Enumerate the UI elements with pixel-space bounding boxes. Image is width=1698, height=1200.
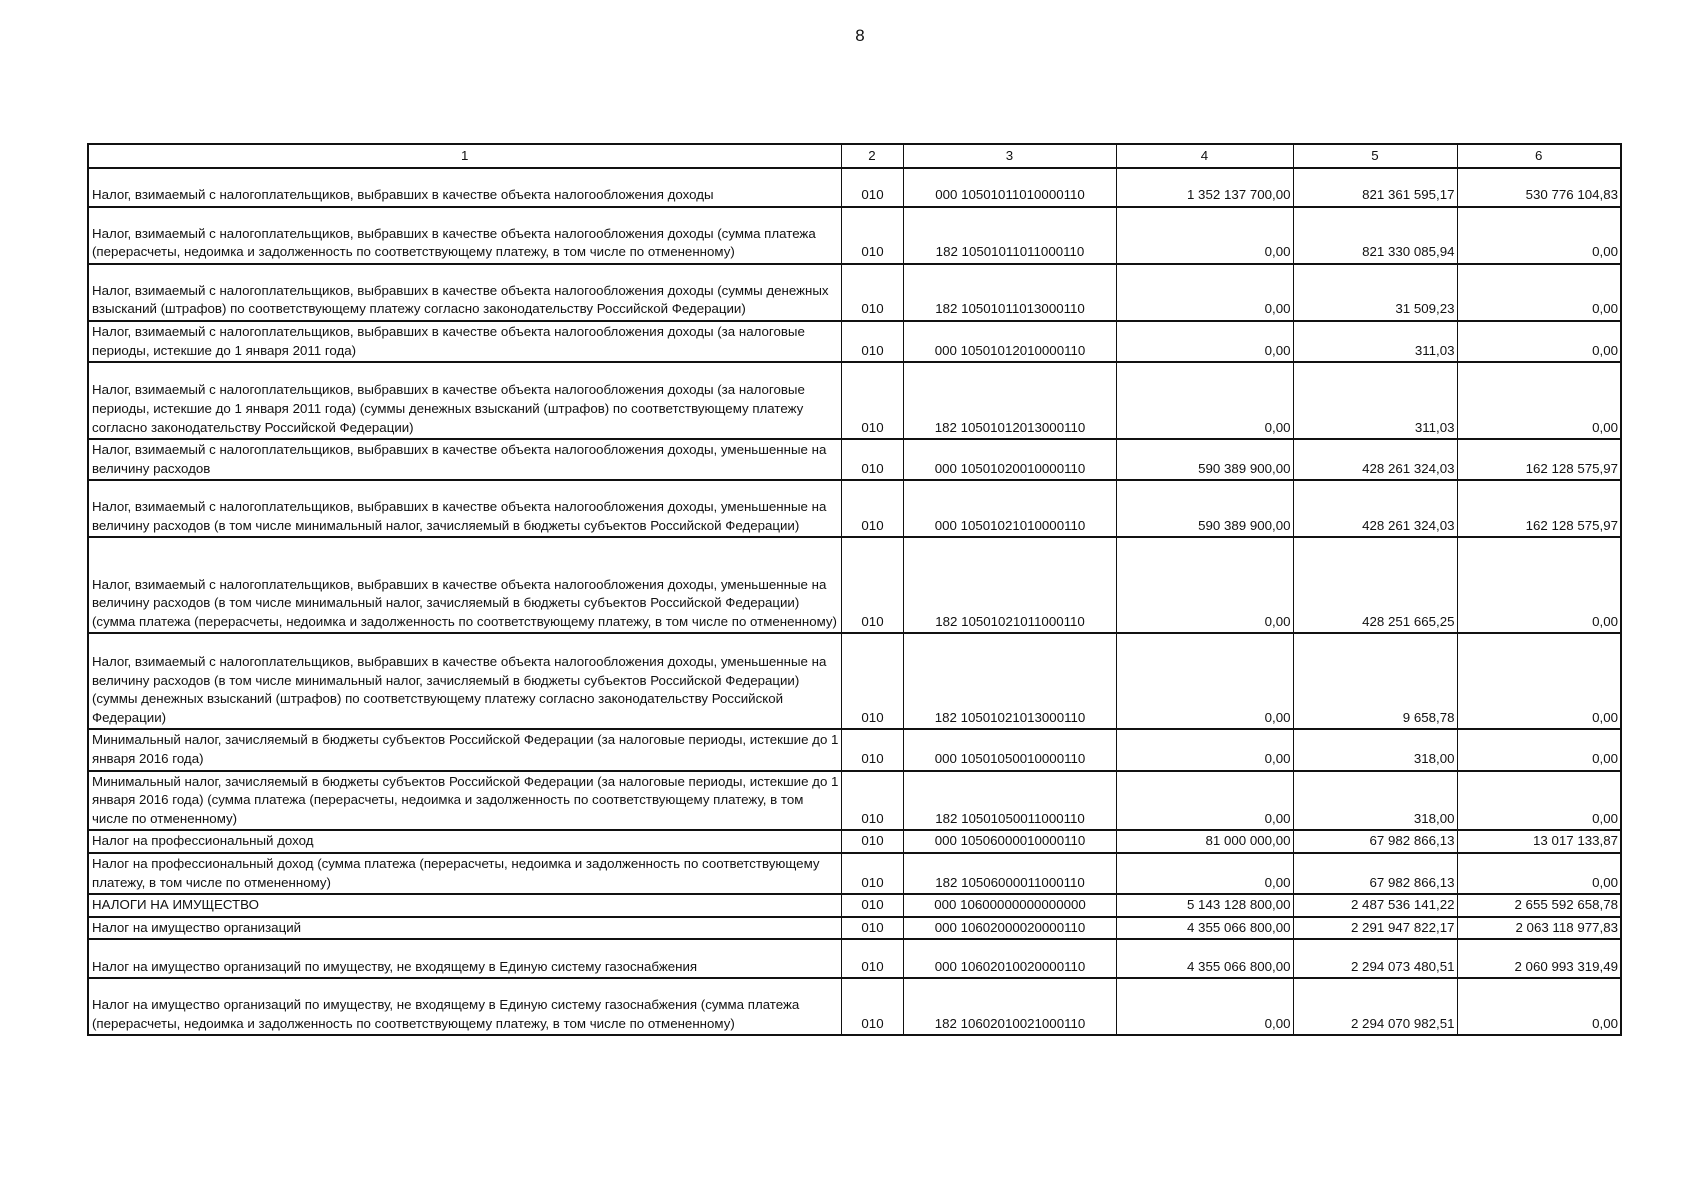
row-code-cell: 010 [841, 264, 903, 321]
table-row [88, 729, 1621, 770]
row-code-cell: 010 [841, 917, 903, 940]
row-name-cell: Минимальный налог, зачисляемый в бюджеты субъектов Российской Федерации (за налоговые периоды, истекшие до 1 января 2016 года) (сумма платежа (перерасчеты, недоимка и задолженность по соответствующему платежу, в том числе по отмененному) [88, 771, 841, 831]
row-value-col4-cell: 0,00 [1116, 771, 1293, 831]
row-kbk-cell: 000 10506000010000110 [903, 830, 1116, 853]
row-value-col6-cell: 0,00 [1457, 537, 1621, 633]
row-kbk-cell: 000 10501011010000110 [903, 168, 1116, 207]
row-value-col5-cell: 318,00 [1293, 771, 1457, 831]
row-value-col5-cell: 318,00 [1293, 729, 1457, 770]
row-value-col6-cell: 0,00 [1457, 729, 1621, 770]
row-value-col5-cell: 2 291 947 822,17 [1293, 917, 1457, 940]
row-value-col4-cell: 590 389 900,00 [1116, 480, 1293, 537]
row-kbk-cell: 182 10501050011000110 [903, 771, 1116, 831]
row-kbk-cell: 000 10600000000000000 [903, 894, 1116, 917]
row-value-col4-cell: 0,00 [1116, 537, 1293, 633]
row-name-cell: Минимальный налог, зачисляемый в бюджеты субъектов Российской Федерации (за налоговые периоды, истекшие до 1 января 2016 года) [88, 729, 841, 770]
row-kbk-cell: 000 10501021010000110 [903, 480, 1116, 537]
row-kbk-cell: 182 10501011013000110 [903, 264, 1116, 321]
row-value-col4-cell: 0,00 [1116, 729, 1293, 770]
row-name-cell: Налог, взимаемый с налогоплательщиков, выбравших в качестве объекта налогообложения доходы (сумма платежа (перерасчеты, недоимка и задолженность по соответствующему платежу, в том числе по отмененному) [88, 207, 841, 264]
row-value-col5-cell: 67 982 866,13 [1293, 853, 1457, 894]
row-name-cell: Налог, взимаемый с налогоплательщиков, выбравших в качестве объекта налогообложения доходы, уменьшенные на величину расходов [88, 439, 841, 480]
table-row [88, 853, 1621, 894]
row-code-cell: 010 [841, 830, 903, 853]
row-value-col6-cell: 13 017 133,87 [1457, 830, 1621, 853]
row-code-cell: 010 [841, 978, 903, 1035]
row-value-col4-cell: 4 355 066 800,00 [1116, 917, 1293, 940]
row-value-col6-cell: 162 128 575,97 [1457, 480, 1621, 537]
row-value-col5-cell: 2 487 536 141,22 [1293, 894, 1457, 917]
table-row [88, 480, 1621, 537]
row-kbk-cell: 182 10602010021000110 [903, 978, 1116, 1035]
row-value-col6-cell: 0,00 [1457, 362, 1621, 439]
row-name-cell: Налог на имущество организаций [88, 917, 841, 940]
row-name-cell: Налог, взимаемый с налогоплательщиков, выбравших в качестве объекта налогообложения доходы, уменьшенные на величину расходов (в том числе минимальный налог, зачисляемый в бюджеты субъектов Российской Федерации) [88, 480, 841, 537]
table-row [88, 939, 1621, 978]
row-kbk-cell: 000 10501050010000110 [903, 729, 1116, 770]
table-row [88, 537, 1621, 633]
row-value-col5-cell: 9 658,78 [1293, 633, 1457, 729]
row-value-col4-cell: 0,00 [1116, 633, 1293, 729]
row-name-cell: Налог, взимаемый с налогоплательщиков, выбравших в качестве объекта налогообложения доходы (за налоговые периоды, истекшие до 1 января 2011 года) (суммы денежных взысканий (штрафов) по соответствующему платежу согласно законодательству Российской Федерации) [88, 362, 841, 439]
table-row [88, 168, 1621, 207]
table-row [88, 439, 1621, 480]
column-header-6: 6 [1457, 144, 1621, 168]
row-value-col5-cell: 311,03 [1293, 362, 1457, 439]
row-value-col6-cell: 0,00 [1457, 771, 1621, 831]
row-value-col5-cell: 67 982 866,13 [1293, 830, 1457, 853]
column-header-5: 5 [1293, 144, 1457, 168]
row-value-col6-cell: 162 128 575,97 [1457, 439, 1621, 480]
table-row [88, 633, 1621, 729]
row-value-col5-cell: 428 251 665,25 [1293, 537, 1457, 633]
row-value-col5-cell: 311,03 [1293, 321, 1457, 362]
table-row [88, 207, 1621, 264]
row-code-cell: 010 [841, 633, 903, 729]
table-row [88, 321, 1621, 362]
table-row [88, 917, 1621, 940]
row-value-col5-cell: 821 330 085,94 [1293, 207, 1457, 264]
row-kbk-cell: 000 10501020010000110 [903, 439, 1116, 480]
row-code-cell: 010 [841, 168, 903, 207]
table-row [88, 771, 1621, 831]
row-value-col5-cell: 428 261 324,03 [1293, 439, 1457, 480]
row-name-cell: Налог, взимаемый с налогоплательщиков, выбравших в качестве объекта налогообложения доходы [88, 168, 841, 207]
row-code-cell: 010 [841, 537, 903, 633]
table-row [88, 830, 1621, 853]
row-value-col4-cell: 0,00 [1116, 853, 1293, 894]
row-value-col5-cell: 2 294 070 982,51 [1293, 978, 1457, 1035]
row-value-col5-cell: 31 509,23 [1293, 264, 1457, 321]
row-value-col5-cell: 428 261 324,03 [1293, 480, 1457, 537]
row-value-col4-cell: 1 352 137 700,00 [1116, 168, 1293, 207]
row-name-cell: Налог на профессиональный доход [88, 830, 841, 853]
table-row [88, 264, 1621, 321]
column-header-1: 1 [88, 144, 841, 168]
table-row [88, 894, 1621, 917]
row-name-cell: Налог, взимаемый с налогоплательщиков, выбравших в качестве объекта налогообложения доходы, уменьшенные на величину расходов (в том числе минимальный налог, зачисляемый в бюджеты субъектов Российской Федерации) (суммы денежных взысканий (штрафов) по соответствующему платежу согласно законодательству Российской Федерации) [88, 633, 841, 729]
row-value-col4-cell: 0,00 [1116, 264, 1293, 321]
table-row [88, 978, 1621, 1035]
row-code-cell: 010 [841, 939, 903, 978]
row-name-cell: Налог на имущество организаций по имуществу, не входящему в Единую систему газоснабжения [88, 939, 841, 978]
row-value-col4-cell: 0,00 [1116, 978, 1293, 1035]
row-kbk-cell: 000 10602000020000110 [903, 917, 1116, 940]
row-code-cell: 010 [841, 362, 903, 439]
row-value-col4-cell: 0,00 [1116, 321, 1293, 362]
row-value-col4-cell: 5 143 128 800,00 [1116, 894, 1293, 917]
row-kbk-cell: 182 10501021013000110 [903, 633, 1116, 729]
row-name-cell: Налог на профессиональный доход (сумма платежа (перерасчеты, недоимка и задолженность по соответствующему платежу, в том числе по отмененному) [88, 853, 841, 894]
row-value-col6-cell: 0,00 [1457, 853, 1621, 894]
row-kbk-cell: 000 10501012010000110 [903, 321, 1116, 362]
row-name-cell: Налог, взимаемый с налогоплательщиков, выбравших в качестве объекта налогообложения доходы (за налоговые периоды, истекшие до 1 января 2011 года) [88, 321, 841, 362]
row-kbk-cell: 000 10602010020000110 [903, 939, 1116, 978]
row-kbk-cell: 182 10501012013000110 [903, 362, 1116, 439]
row-name-cell: Налог, взимаемый с налогоплательщиков, выбравших в качестве объекта налогообложения доходы, уменьшенные на величину расходов (в том числе минимальный налог, зачисляемый в бюджеты субъектов Российской Федерации) (сумма платежа (перерасчеты, недоимка и задолженность по соответствующему платежу, в том числе по отмененному) [88, 537, 841, 633]
row-name-cell: Налог на имущество организаций по имуществу, не входящему в Единую систему газоснабжения (сумма платежа (перерасчеты, недоимка и задолженность по соответствующему платежу, в том числе по отмененному) [88, 978, 841, 1035]
row-value-col4-cell: 4 355 066 800,00 [1116, 939, 1293, 978]
row-value-col5-cell: 821 361 595,17 [1293, 168, 1457, 207]
row-value-col6-cell: 530 776 104,83 [1457, 168, 1621, 207]
row-value-col6-cell: 0,00 [1457, 264, 1621, 321]
row-value-col6-cell: 0,00 [1457, 978, 1621, 1035]
row-code-cell: 010 [841, 853, 903, 894]
row-value-col6-cell: 2 063 118 977,83 [1457, 917, 1621, 940]
row-kbk-cell: 182 10506000011000110 [903, 853, 1116, 894]
row-kbk-cell: 182 10501021011000110 [903, 537, 1116, 633]
table-header [88, 144, 1621, 168]
row-value-col5-cell: 2 294 073 480,51 [1293, 939, 1457, 978]
row-value-col6-cell: 0,00 [1457, 207, 1621, 264]
row-value-col6-cell: 0,00 [1457, 633, 1621, 729]
column-number-row [88, 144, 1621, 168]
row-name-cell: Налог, взимаемый с налогоплательщиков, выбравших в качестве объекта налогообложения доходы (суммы денежных взысканий (штрафов) по соответствующему платежу согласно законодательству Российской Федерации) [88, 264, 841, 321]
row-value-col6-cell: 2 060 993 319,49 [1457, 939, 1621, 978]
row-code-cell: 010 [841, 207, 903, 264]
row-value-col4-cell: 81 000 000,00 [1116, 830, 1293, 853]
row-kbk-cell: 182 10501011011000110 [903, 207, 1116, 264]
row-name-cell: НАЛОГИ НА ИМУЩЕСТВО [88, 894, 841, 917]
revenue-table [87, 143, 1622, 1036]
row-code-cell: 010 [841, 321, 903, 362]
column-header-2: 2 [841, 144, 903, 168]
page-number: 8 [855, 26, 865, 45]
row-code-cell: 010 [841, 439, 903, 480]
table-body [88, 168, 1621, 1035]
row-value-col4-cell: 590 389 900,00 [1116, 439, 1293, 480]
row-code-cell: 010 [841, 894, 903, 917]
row-value-col6-cell: 2 655 592 658,78 [1457, 894, 1621, 917]
row-code-cell: 010 [841, 729, 903, 770]
row-code-cell: 010 [841, 771, 903, 831]
row-value-col6-cell: 0,00 [1457, 321, 1621, 362]
column-header-4: 4 [1116, 144, 1293, 168]
row-value-col4-cell: 0,00 [1116, 207, 1293, 264]
column-header-3: 3 [903, 144, 1116, 168]
table-row [88, 362, 1621, 439]
row-code-cell: 010 [841, 480, 903, 537]
row-value-col4-cell: 0,00 [1116, 362, 1293, 439]
